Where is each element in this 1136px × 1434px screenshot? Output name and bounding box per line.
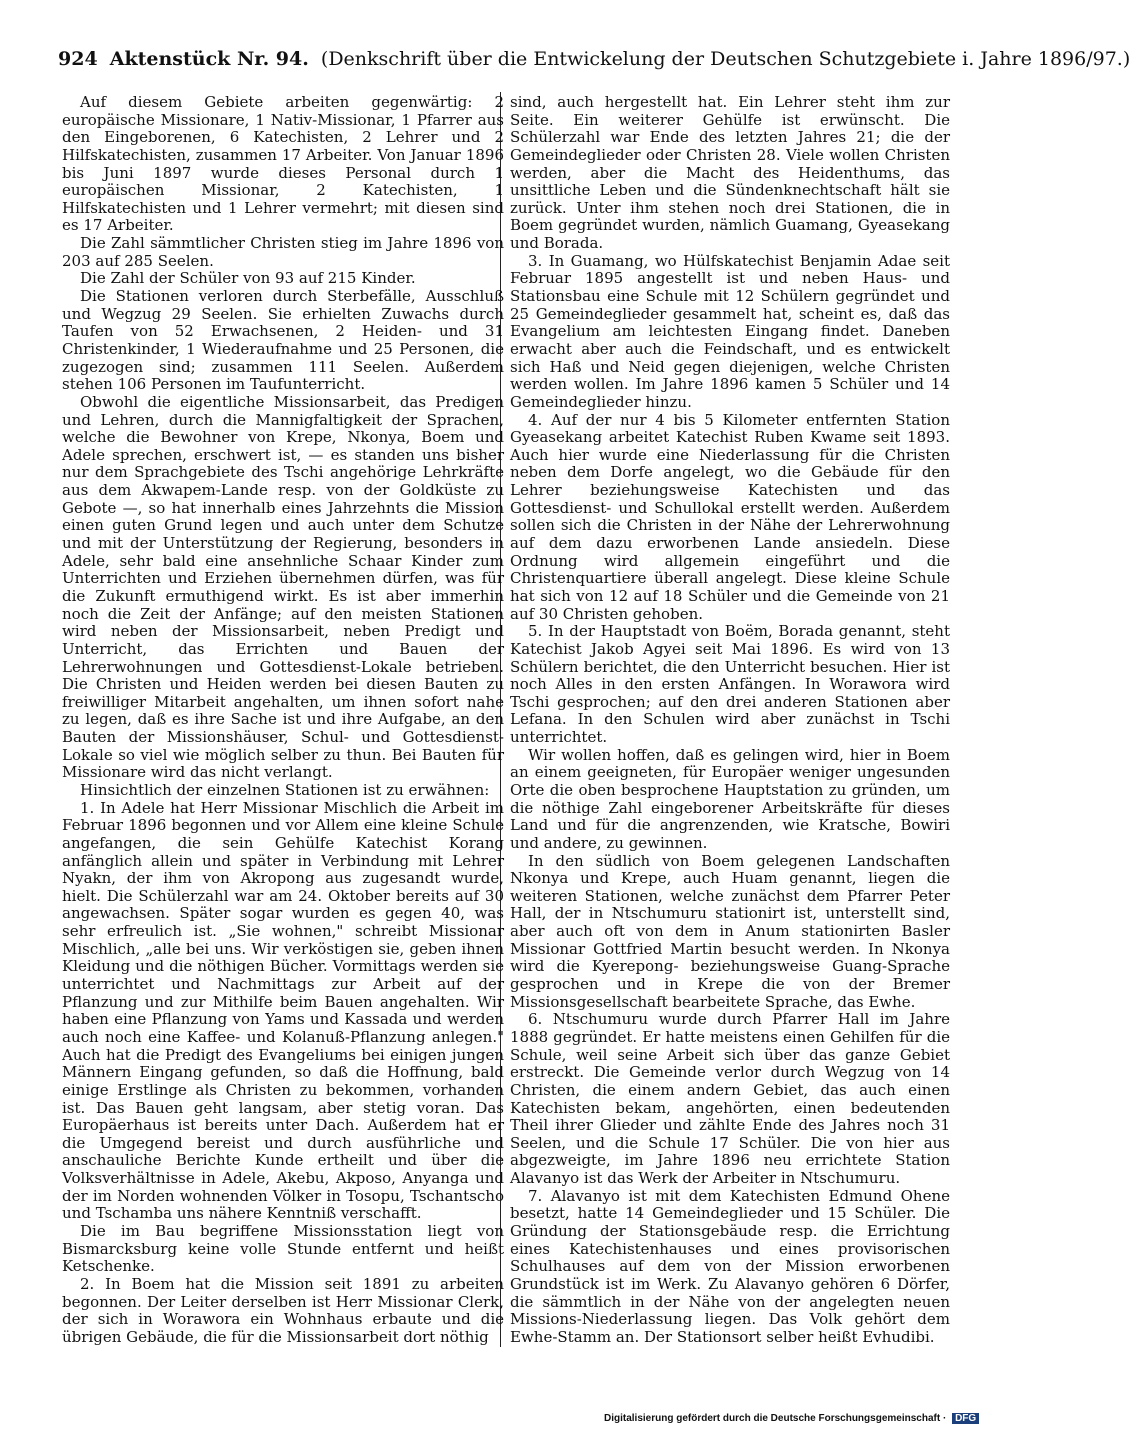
right-column xyxy=(510,94,950,1346)
paragraph: Die Zahl sämmtlicher Christen stieg im Jahre 1896 von 203 auf 285 Seelen. xyxy=(62,234,504,270)
paragraph: Auf diesem Gebiete arbeiten gegenwärtig: 2 europäische Missionare, 1 Nativ-Missionar, 1 Pfarrer aus den Eingeborenen, 6 Katechisten, 2 Lehrer und 2 Hilfskatechisten, zusammen 17 Arbeiter. Von Januar 1896 bis Juni 1897 wurde dieses Personal durch 1 europäischen Missionar, 2 Katechisten, 1 Hilfskatechisten und 1 Lehrer vermehrt; mit diesen sind es 17 Arbeiter. xyxy=(62,93,504,235)
dfg-logo: DFG xyxy=(952,1413,979,1424)
paragraph: 3. In Guamang, wo Hülfskatechist Benjamin Adae seit Februar 1895 angestellt ist und neben Haus- und Stationsbau eine Schule mit 12 Schülern gegründet und 25 Gemeindeglieder gesammelt hat, scheint es, daß das Evangelium am leichtesten Eingang findet. Daneben erwacht aber auch die Feindschaft, und es entwickelt sich Haß und Neid gegen diejenigen, welche Christen werden wollen. Im Jahre 1896 kamen 5 Schüler und 14 Gemeindeglieder hinzu. xyxy=(510,251,950,411)
paragraph: sind, auch hergestellt hat. Ein Lehrer steht ihm zur Seite. Ein weiterer Gehülfe ist erwünscht. Die Schülerzahl war Ende des letzten Jahres 21; die der Gemeindeglieder oder Christen 28. Viele wollen Christen werden, aber die Macht des Heidenthums, das unsittliche Leben und die Sündenknechtschaft hält sie zurück. Unter ihm stehen noch drei Stationen, die in Boem gegründet wurden, nämlich Guamang, Gyeasekang und Borada. xyxy=(510,93,950,253)
paragraph: In den südlich von Boem gelegenen Landschaften Nkonya und Krepe, auch Huam genannt, liegen die weiteren Stationen, welche zunächst dem Pfarrer Peter Hall, der in Ntschumuru stationirt ist, unterstellt sind, aber auch oft von dem in Anum stationirten Basler Missionar Gottfried Martin besucht werden. In Nkonya wird die Kyerepong- beziehungsweise Guang-Sprache gesprochen und in Krepe die von der Bremer Missionsgesellschaft bearbeitete Sprache, das Ewhe. xyxy=(510,851,950,1011)
page-number: 924 xyxy=(58,48,98,70)
paragraph: 1. In Adele hat Herr Missionar Mischlich die Arbeit im Februar 1896 begonnen und vor Allem eine kleine Schule angefangen, die sein Gehülfe Katechist Korang anfänglich allein und später in Verbindung mit Lehrer Nyakn, der ihm von Akropong aus zugesandt wurde, hielt. Die Schülerzahl war am 24. Oktober bereits auf 30 angewachsen. Später sogar wurden es gegen 40, was sehr erfreulich ist. „Sie wohnen," schreibt Missionar Mischlich, „alle bei uns. Wir verköstigen sie, geben ihnen Kleidung und die nöthigen Bücher. Vormittags werden sie unterrichtet und Nachmittags zur Arbeit auf der Pflanzung und zur Mithilfe beim Bauen angehalten. Wir haben eine Pflanzung von Yams und Kassada und werden auch noch eine Kaffee- und Kolanuß-Pflanzung anlegen." Auch hat die Predigt des Evangeliums bei einigen jungen Männern Eingang gefunden, so daß die Hoffnung, bald einige Erstlinge als Christen zu bekommen, vorhanden ist. Das Bauen geht langsam, aber stetig voran. Das Europäerhaus ist bereits unter Dach. Außerdem hat er die Umgegend bereist und durch ausführliche und anschauliche Berichte Kunde ertheilt und über die Volksverhältnisse in Adele, Akebu, Akposo, Anyanga und der im Norden wohnenden Völker in Tosopu, Tschantscho und Tschamba uns nähere Kenntniß verschafft. xyxy=(62,798,504,1223)
paragraph: Hinsichtlich der einzelnen Stationen ist zu erwähnen: xyxy=(80,780,490,799)
paragraph: Die im Bau begriffene Missionsstation liegt von Bismarcksburg keine volle Stunde entfernt und heißt Ketschenke. xyxy=(62,1222,504,1276)
paragraph: 7. Alavanyo ist mit dem Katechisten Edmund Ohene besetzt, hatte 14 Gemeindeglieder und 15 Schüler. Die Gründung der Stationsgebäude resp. die Errichtung eines Katechistenhauses und eines provisorischen Schulhauses auf dem von der Mission erworbenen Grundstück ist im Werk. Zu Alavanyo gehören 6 Dörfer, die sämmtlich in der Nähe von der angelegten neuen Missions-Niederlassung liegen. Das Volk gehört dem Ewhe-Stamm an. Der Stationsort selber heißt Evhudibi. xyxy=(510,1186,950,1346)
paragraph: Obwohl die eigentliche Missionsarbeit, das Predigen und Lehren, durch die Mannigfaltigkeit der Sprachen, welche die Bewohner von Krepe, Nkonya, Boem und Adele sprechen, erschwert ist, — es standen uns bisher nur dem Sprachgebiete des Tschi angehörige Lehrkräfte aus dem Akwapem-Lande resp. von der Goldküste zu Gebote —, so hat innerhalb eines Jahrzehnts die Mission einen guten Grund legen und auch unter dem Schutze und mit der Unterstützung der Regierung, besonders in Adele, sehr bald eine ansehnliche Schaar Kinder zum Unterrichten und Erziehen übernehmen dürfen, was für die Zukunft ermuthigend wirkt. Es ist aber immerhin noch die Zeit der Anfänge; auf den meisten Stationen wird neben der Missionsarbeit, neben Predigt und Unterricht, das Errichten und Bauen der Lehrerwohnungen und Gottesdienst-Lokale betrieben. Die Christen und Heiden werden bei diesen Bauten zu freiwilliger Mitarbeit angehalten, um ihnen sofort nahe zu legen, daß es ihre Sache ist und ihre Aufgabe, an den Bauten der Missionshäuser, Schul- und Gottesdienst-Lokale so viel wie möglich selber zu thun. Bei Bauten für Missionare wird das nicht verlangt. xyxy=(62,392,504,782)
paragraph: Die Stationen verloren durch Sterbefälle, Ausschluß und Wegzug 29 Seelen. Sie erhielten Zuwachs durch Taufen von 52 Erwachsenen, 2 Heiden- und 31 Christenkinder, 1 Wiederaufnahme und 25 Personen, die zugezogen sind; zusammen 111 Seelen. Außerdem stehen 106 Personen im Taufunterricht. xyxy=(62,287,504,394)
credit-text: Digitalisierung gefördert durch die Deutsche Forschungsgemeinschaft · xyxy=(604,1413,947,1424)
page-header xyxy=(58,48,1131,88)
document-number: Aktenstück Nr. 94. xyxy=(109,48,309,70)
digitization-credit xyxy=(604,1413,979,1424)
paragraph: 6. Ntschumuru wurde durch Pfarrer Hall im Jahre 1888 gegründet. Er hatte meistens einen Gehilfen für die Schule, weil seine Arbeit sich über das ganze Gebiet erstreckt. Die Gemeinde verlor durch Wegzug von 14 Christen, die einem andern Gebiet, das auch einen Katechisten bekam, angehörten, einen bedeutenden Theil ihrer Glieder und zählte Ende des Jahres noch 31 Seelen, und die Schule 17 Schüler. Die von hier aus abgezweigte, im Jahre 1896 neu errichtete Station Alavanyo ist das Werk der Arbeiter in Ntschumuru. xyxy=(510,1010,950,1188)
paragraph: 5. In der Hauptstadt von Boëm, Borada genannt, steht Katechist Jakob Agyei seit Mai 1896. Es wird von 13 Schülern berichtet, die den Unterricht besuchen. Hier ist noch Alles in den ersten Anfängen. In Worawora wird Tschi gesprochen; auf den drei anderen Stationen aber Lefana. In den Schulen wird aber zunächst in Tschi unterrichtet. xyxy=(510,622,950,747)
paragraph: Wir wollen hoffen, daß es gelingen wird, hier in Boem an einem geeigneten, für Europäer weniger ungesunden Orte die oben besprochene Hauptstation zu gründen, um die nöthige Zahl eingeborener Arbeitskräfte für dieses Land und für die angrenzenden, wie Kratsche, Bowiri und andere, zu gewinnen. xyxy=(510,745,950,852)
paragraph: Die Zahl der Schüler von 93 auf 215 Kinder. xyxy=(80,269,416,288)
paragraph: 4. Auf der nur 4 bis 5 Kilometer entfernten Station Gyeasekang arbeitet Katechist Ruben Kwame seit 1893. Auch hier wurde eine Niederlassung für die Christen neben dem Dorfe angelegt, wo die Gebäude für den Lehrer beziehungsweise Katechisten und das Gottesdienst- und Schullokal erstellt werden. Außerdem sollen sich die Christen in der Nähe der Lehrerwohnung auf dem dazu erworbenen Lande ansiedeln. Diese Ordnung wird allgemein eingeführt und die Christenquartiere überall angelegt. Diese kleine Schule hat sich von 12 auf 18 Schüler und die Gemeinde von 21 auf 30 Christen gehoben. xyxy=(510,410,950,623)
left-column xyxy=(62,94,504,1346)
running-title: (Denkschrift über die Entwickelung der Deutschen Schutzgebiete i. Jahre 1896/97.) xyxy=(320,48,1131,70)
paragraph: 2. In Boem hat die Mission seit 1891 zu arbeiten begonnen. Der Leiter derselben ist Herr Missionar Clerk, der sich in Worawora ein Wohnhaus erbaute und die übrigen Gebäude, die für die Missionsarbeit dort nöthig xyxy=(62,1274,504,1346)
